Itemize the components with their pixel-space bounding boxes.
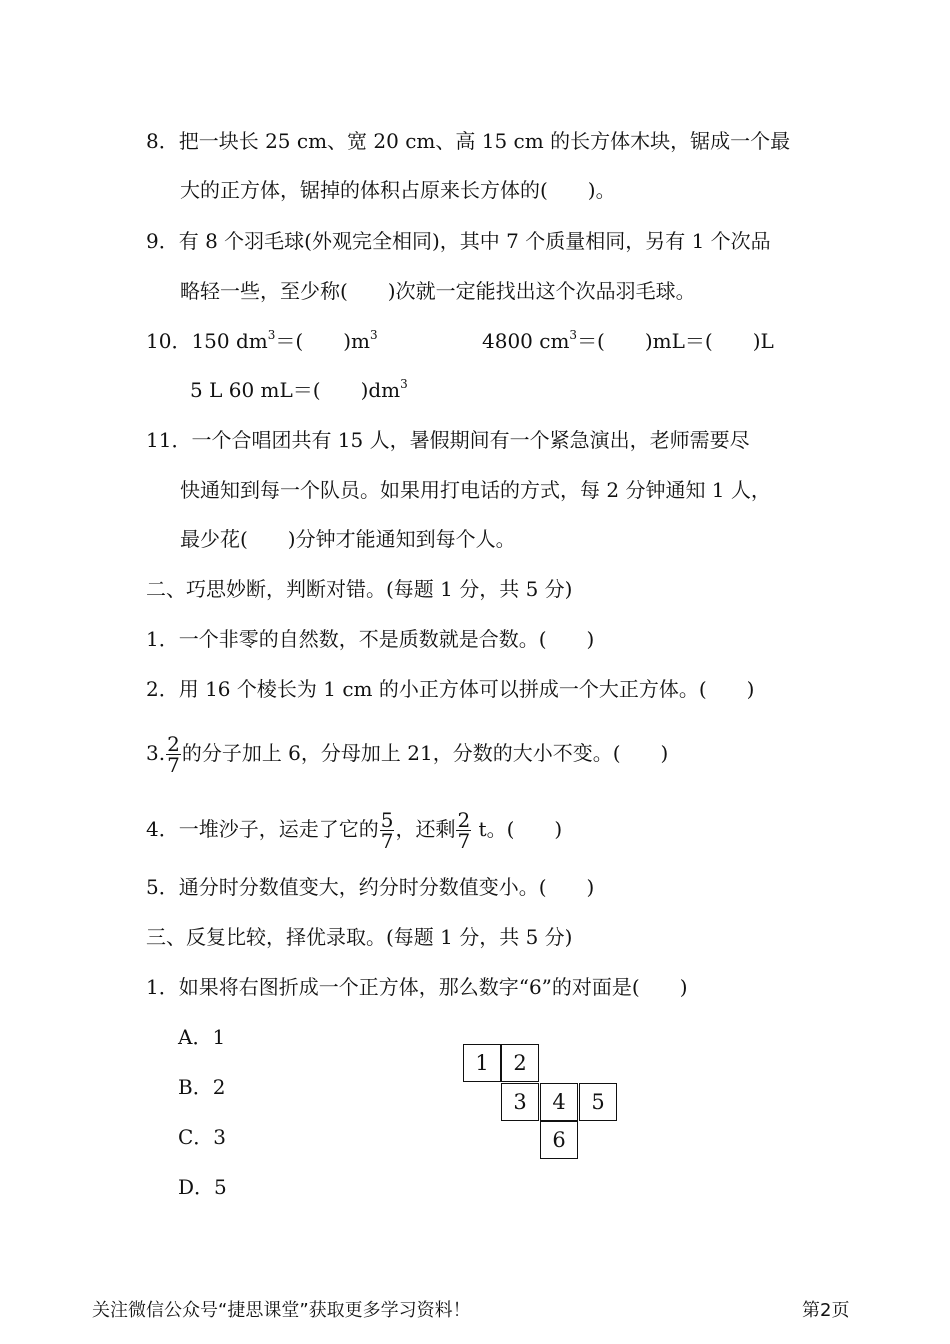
option-a: A．1 (178, 1025, 226, 1049)
q10-part-c: 5 L 60 mL＝( )$dm^3$ (190, 377, 408, 402)
section3-title: 三、反复比较，择优录取。(每题 1 分，共 5 分) (146, 925, 573, 949)
judge-q1: 1．一个非零的自然数，不是质数就是合数。( ) (146, 627, 595, 651)
q9-line1: 9．有 8 个羽毛球(外观完全相同)，其中 7 个质量相同，另有 1 个次品 (146, 229, 771, 253)
q9-line2: 略轻一些，至少称( )次就一定能找出这个次品羽毛球。 (180, 279, 696, 303)
fraction: $\frac{2}{7}$ (167, 732, 180, 777)
q11-line1: 11．一个合唱团共有 15 人，暑假期间有一个紧急演出，老师需要尽 (146, 428, 750, 452)
net-cell: 6 (540, 1121, 578, 1159)
q8-line2: 大的正方体，锯掉的体积占原来长方体的( )。 (180, 178, 616, 202)
q11-line3: 最少花( )分钟才能通知到每个人。 (180, 527, 516, 551)
q10-part-a: 10．150 $dm^3=$( )$m^3$ (146, 328, 378, 353)
net-cell: 4 (540, 1083, 578, 1121)
judge-q3: 3. $\frac{2}{7}$ 的分子加上 6，分母加上 21，分数的大小不变。( ) (146, 732, 669, 777)
footer-note: 关注微信公众号“捷思课堂”获取更多学习资料！ (92, 1300, 471, 1321)
page-number: 第2页 (802, 1300, 850, 1321)
net-cell: 2 (501, 1044, 539, 1082)
judge-q2: 2．用 16 个棱长为 1 cm 的小正方体可以拼成一个大正方体。( ) (146, 677, 755, 701)
fraction: $\frac{2}{7}$ (457, 808, 471, 853)
choice-q1: 1．如果将右图折成一个正方体，那么数字“6”的对面是( ) (146, 975, 688, 999)
option-b: B．2 (178, 1075, 226, 1099)
q11-line2: 快通知到每一个队员。如果用打电话的方式，每 2 分钟通知 1 人， (180, 478, 771, 502)
section2-title: 二、巧思妙断，判断对错。(每题 1 分，共 5 分) (146, 577, 573, 601)
judge-q4: 4．一堆沙子，运走了它的 $\frac{5}{7}$ ，还剩 $\frac{2}{7}$ t。( ) (146, 808, 563, 853)
net-cell: 5 (579, 1083, 617, 1121)
option-d: D．5 (178, 1175, 227, 1199)
judge-q5: 5．通分时分数值变大，约分时分数值变小。( ) (146, 875, 595, 899)
net-cell: 1 (463, 1044, 501, 1082)
q10-part-b: 4800 $cm^3=$( )mL＝( )L (482, 328, 774, 353)
net-cell: 3 (501, 1083, 539, 1121)
q8-line1: 8．把一块长 25 cm、宽 20 cm、高 15 cm 的长方体木块，锯成一个最 (146, 129, 791, 153)
fraction: $\frac{5}{7}$ (380, 808, 394, 853)
option-c: C．3 (178, 1125, 227, 1149)
